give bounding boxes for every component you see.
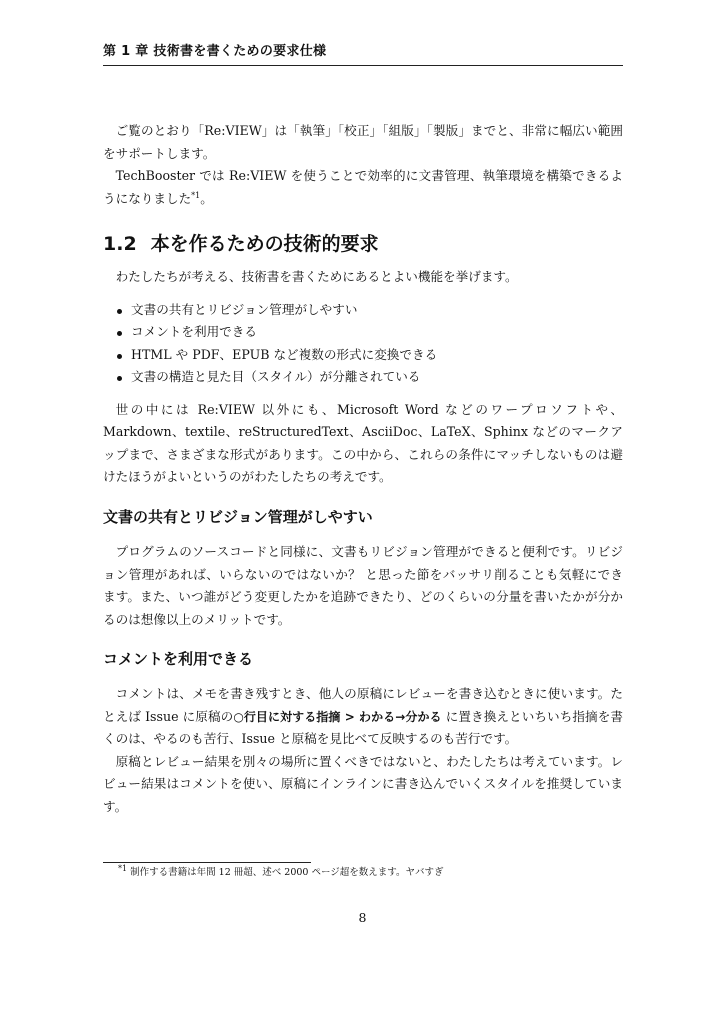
footnote-rule <box>103 862 311 863</box>
section-paragraph: 世の中には Re:VIEW 以外にも、Microsoft Word などのワープロソフトや、Markdown、textile、reStructuredText、AsciiDoc、LaTeX、Sphinx などのマークアップまで、さまざまな形式があります。この中から、これらの条件にマッチしないものは避けたほうがよいというのがわたしたちの考えです。 <box>103 401 623 484</box>
subsection-1-paragraph: プログラムのソースコードと同様に、文書もリビジョン管理ができると便利です。リビジョン管理があれば、いらないのではないか？ と思った節をバッサリ削ることも気軽にできます。また、いつ誰がどう変更したかを追跡できたり、どのくらいの分量を書いたかが分かるのは想像以上のメリットです。 <box>103 544 623 627</box>
page-number: 8 <box>358 910 367 925</box>
subsection-1 <box>103 505 623 631</box>
subsection-2-paragraph-2: 原稿とレビュー結果を別々の場所に置くべきではないと、わたしたちは考えています。レビュー結果はコメントを使い、原稿にインラインに書き込んでいくスタイルを推奨しています。 <box>103 753 623 814</box>
subsection-2-title: コメントを利用できる <box>103 650 254 668</box>
list-item: 文書の共有とリビジョン管理がしやすい <box>131 299 623 322</box>
section-heading <box>103 230 623 258</box>
section-body <box>103 266 623 489</box>
emphasis-text: ○行目に対する指摘 > わかる→分かる <box>233 709 442 724</box>
section-heading-block <box>103 230 623 258</box>
subsection-2-paragraph-1-text-b: に置き換えといちいち指摘を書くのは、やるのも苦行、Issue と原稿を見比べて反映するのも苦行です。 <box>103 708 623 746</box>
subsection-1-title: 文書の共有とリビジョン管理がしやすい <box>103 508 373 526</box>
intro-paragraph-2-text: TechBooster では Re:VIEW を使うことで効率的に文書管理、執筆環境を構築できるようになりました <box>103 168 623 206</box>
intro-paragraph-1: ご覧のとおり「Re:VIEW」は「執筆」「校正」「組版」「製版」までと、非常に幅広い範囲をサポートします。 <box>103 123 623 161</box>
footnote-text: 制作する書籍は年間 12 冊超、述べ 2000 ページ超を数えます。ヤバすぎ <box>130 867 444 878</box>
subsection-2-paragraph-1 <box>103 683 623 751</box>
list-item: HTML や PDF、EPUB など複数の形式に変換できる <box>131 344 623 367</box>
footnote <box>118 863 618 880</box>
subsection-2-paragraph-1-text-a: コメントは、メモを書き残すとき、他人の原稿にレビューを書き込むときに使います。たとえば Issue に原稿の <box>103 686 623 724</box>
footnote-reference[interactable]: *1 <box>191 190 201 200</box>
requirements-list <box>103 299 623 389</box>
intro-block <box>103 120 623 210</box>
section-number: 1.2 <box>103 233 137 255</box>
subsection-2 <box>103 647 623 818</box>
section-title: 本を作るための技術的要求 <box>150 233 379 255</box>
intro-paragraph-2 <box>103 165 623 210</box>
footnote-mark: *1 <box>118 863 128 873</box>
list-item: コメントを利用できる <box>131 321 623 344</box>
list-item: 文書の構造と見た目（スタイル）が分離されている <box>131 366 623 389</box>
running-head: 第 1 章 技術書を書くための要求仕様 <box>103 40 623 66</box>
intro-paragraph-2-end: 。 <box>200 190 213 206</box>
section-lead: わたしたちが考える、技術書を書くためにあるとよい機能を挙げます。 <box>115 269 518 284</box>
